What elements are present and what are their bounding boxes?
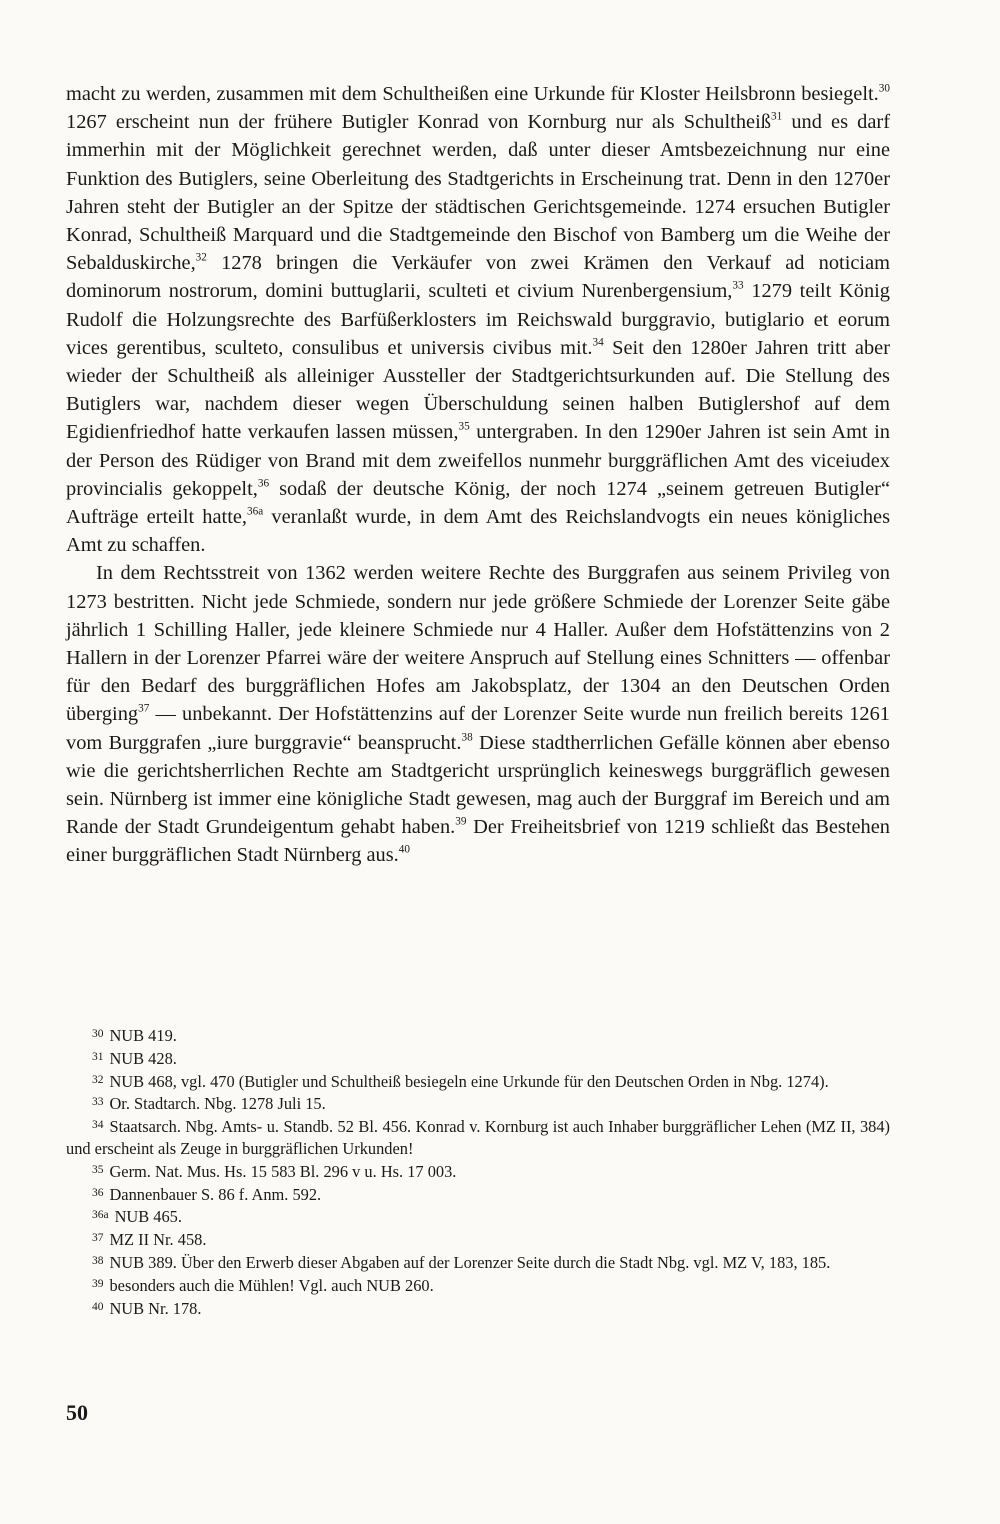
footnote [66, 1047, 890, 1070]
paragraph-1 [66, 80, 890, 559]
footnote [66, 1070, 890, 1093]
footnote-text: Staatsarch. Nbg. Amts- u. Standb. 52 Bl. 456. Konrad v. Kornburg ist auch Inhaber burggräflicher Lehen (MZ II, 384) und erscheint als Zeuge in burggräflichen Urkunden! [66, 1117, 890, 1159]
footnote [66, 1205, 890, 1228]
text-run: sodaß der deutsche König, der noch 1274 „seinem getreuen Butigler“ Aufträge erteilt hatte, [66, 477, 891, 529]
footnote-text: NUB 428. [109, 1048, 177, 1068]
footnote-number: 36a [92, 1209, 109, 1222]
footnote [66, 1274, 890, 1297]
footnote [66, 1160, 890, 1183]
text-run: — unbekannt. Der Hofstättenzins auf der Lorenzer Seite wurde nun freilich bereits 1261 vom Burggrafen „iure burggravie“ beansprucht. [66, 703, 890, 754]
text-run: Seit den 1280er Jahren tritt aber wieder der Schultheiß als alleiniger Aussteller der Stadtgerichtsurkunden auf. Die Stellung des Butiglers war, nachdem dieser wegen Überschuldung seinen halben Butiglershof auf dem Egidienfriedhof hatte verkaufen lassen müssen, [66, 336, 891, 444]
footnote-number: 32 [92, 1073, 104, 1086]
footnote [66, 1228, 890, 1251]
footnote [66, 1297, 890, 1320]
footnote-marker: 30 [878, 82, 890, 95]
page-number: 50 [66, 1400, 88, 1425]
footnote [66, 1183, 890, 1206]
footnote [66, 1092, 890, 1115]
text-run: 1278 bringen die Verkäufer von zwei Krämen den Verkauf ad noticiam dominorum nostrorum, domini buttuglarii, sculteti et civium Nurenbergensium, [66, 252, 890, 303]
footnote-text: Germ. Nat. Mus. Hs. 15 583 Bl. 296 v u. Hs. 17 003. [109, 1161, 457, 1181]
footnote-text: NUB 465. [114, 1207, 182, 1227]
footnote-text: Or. Stadtarch. Nbg. 1278 Juli 15. [109, 1094, 326, 1114]
footnote-marker: 36 [257, 477, 270, 490]
footnote-number: 34 [92, 1119, 104, 1132]
main-text [66, 80, 890, 870]
text-run: Der Freiheitsbrief von 1219 schließt das Bestehen einer burggräflichen Stadt Nürnberg aus. [66, 816, 890, 867]
footnote-number: 40 [92, 1300, 104, 1313]
footnote-marker: 38 [461, 731, 473, 744]
footnote-marker: 33 [732, 280, 744, 293]
footnote-text: Dannenbauer S. 86 f. Anm. 592. [109, 1184, 322, 1204]
footnote [66, 1251, 890, 1274]
footnote-number: 31 [92, 1050, 104, 1063]
footnote-number: 35 [92, 1163, 104, 1176]
text-run: In dem Rechtsstreit von 1362 werden weitere Rechte des Burggrafen aus seinem Privileg von 1273 bestritten. Nicht jede Schmiede, sondern nur jede größere Schmiede der Lorenzer Seite gäbe jährlich 1 Schilling Haller, jede kleinere Schmiede nur 4 Haller. Außer dem Hofstättenzins von 2 Hallern in der Lorenzer Pfarrei wäre der weitere Anspruch auf Stellung eines Schnitters — offenbar für den Bedarf des burggräflichen Hofes am Jakobsplatz, der 1304 an den Deutschen Orden überging [66, 562, 890, 726]
footnote-marker: 40 [398, 844, 410, 857]
text-run: macht zu werden, zusammen mit dem Schultheißen eine Urkunde für Kloster Heilsbronn besiegelt. [66, 83, 879, 105]
text-run: untergraben. In den 1290er Jahren ist sein Amt in der Person des Rüdiger von Brand mit dem zweifellos nunmehr burggräflichen Amt des viceiudex provincialis gekoppelt, [66, 421, 890, 500]
text-run: veranlaßt wurde, in dem Amt des Reichslandvogts ein neues königliches Amt zu schaffen. [66, 506, 890, 557]
paragraph-2 [66, 559, 890, 869]
footnote-text: NUB 419. [109, 1026, 177, 1046]
footnote-text: NUB Nr. 178. [109, 1298, 202, 1318]
footnote-number: 38 [92, 1255, 104, 1268]
text-run: Diese stadtherrlichen Gefälle können aber ebenso wie die gerichtsherrlichen Rechte am Stadtgericht ursprünglich keineswegs burggräflich gewesen sein. Nürnberg ist immer eine königliche Stadt gewesen, mag auch der Burggraf im Bereich und am Rande der Stadt Grundeigentum gehabt haben. [66, 731, 891, 839]
footnote-marker: 31 [770, 110, 783, 123]
footnote-number: 36 [92, 1186, 104, 1199]
footnote-marker: 39 [455, 815, 467, 828]
footnotes [66, 1024, 890, 1320]
footnote-marker: 32 [195, 251, 207, 264]
footnote-text: NUB 389. Über den Erwerb dieser Abgaben auf der Lorenzer Seite durch die Stadt Nbg. vgl. MZ V, 183, 185. [109, 1253, 831, 1273]
footnote [66, 1024, 890, 1047]
text-run: 1279 teilt König Rudolf die Holzungsrechte des Barfüßerklosters im Reichswald burggravio, butiglario et eorum vices gerentibus, sculteto, consulibus et universis civibus mit. [66, 280, 890, 359]
footnote-number: 33 [92, 1096, 104, 1109]
footnote-text: besonders auch die Mühlen! Vgl. auch NUB 260. [109, 1275, 434, 1295]
footnote-number: 37 [92, 1232, 104, 1245]
footnote-number: 39 [92, 1277, 104, 1290]
footnote-marker: 35 [458, 421, 470, 434]
footnote-text: MZ II Nr. 458. [109, 1230, 207, 1250]
footnote-number: 30 [92, 1028, 104, 1040]
footnote-marker: 36a [247, 505, 264, 518]
footnote-marker: 37 [138, 703, 150, 716]
footnote-marker: 34 [592, 336, 604, 349]
footnote [66, 1115, 890, 1160]
footnote-text: NUB 468, vgl. 470 (Butigler und Schultheiß besiegeln eine Urkunde für den Deutschen Orden in Nbg. 1274). [109, 1071, 829, 1091]
text-run: 1267 erscheint nun der frühere Butigler Konrad von Kornburg nur als Schultheiß [66, 111, 771, 134]
text-run: und es darf immerhin mit der Möglichkeit gerechnet werden, daß unter dieser Amtsbezeichnung nur eine Funktion des Butiglers, seine Oberleitung des Stadtgerichts in Erscheinung trat. Denn in den 1270er Jahren steht der Butigler an der Spitze der städtischen Gerichtsgemeinde. 1274 ersuchen Butigler Konrad, Schultheiß Marquard und die Stadtgemeinde den Bischof von Bamberg um die Weihe der Sebalduskirche, [66, 111, 890, 275]
